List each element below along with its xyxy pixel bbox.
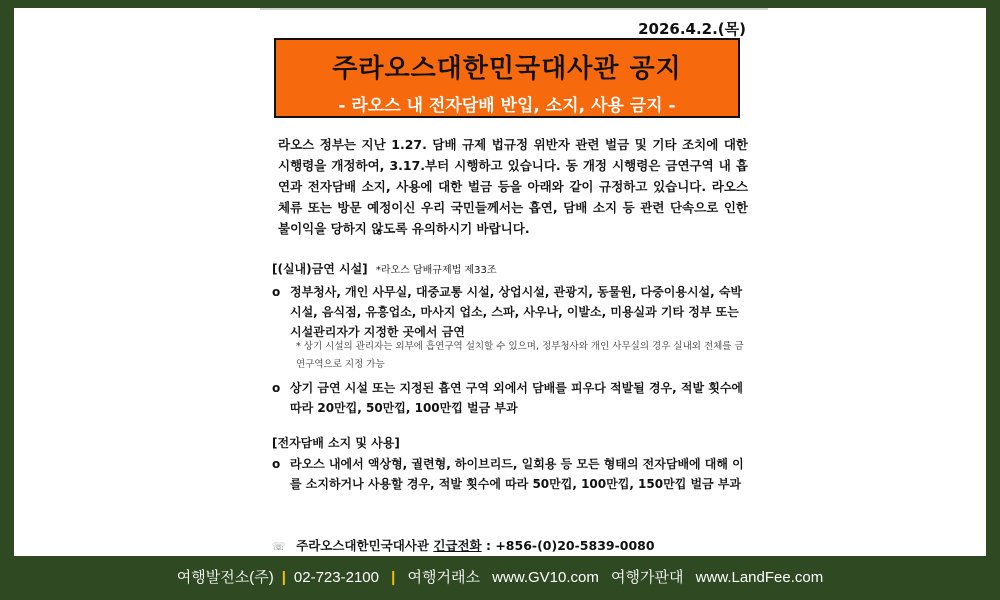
footer-company: 여행발전소(주) xyxy=(176,569,274,586)
bullet: o xyxy=(272,381,281,395)
phone-icon: ☏ xyxy=(272,540,286,553)
section-heading-note: *라오스 담배규제법 제33조 xyxy=(375,265,497,276)
top-divider xyxy=(260,8,768,10)
emergency-label: 긴급전화 xyxy=(433,538,482,553)
footnote: * 상기 시설의 관리자는 외부에 흡연구역 설치할 수 있으며, 정부청사와 개인 사무실의 경우 실내외 전체를 금연구역으로 지정 가능 xyxy=(296,341,744,370)
content-frame xyxy=(14,8,986,556)
footer-site2-link[interactable]: www.LandFee.com xyxy=(695,569,824,586)
footer-separator: | xyxy=(281,569,286,586)
banner-subtitle: - 라오스 내 전자담배 반입, 소지, 사용 금지 - xyxy=(338,96,676,116)
list-item-text: 상기 금연 시설 또는 지정된 흡연 구역 외에서 담배를 피우다 적발될 경우, 적발 횟수에 따라 20만낍, 50만낍, 100만낍 벌금 부과 xyxy=(290,381,744,415)
section-heading-ecig xyxy=(272,434,400,451)
list-item-text: 정부청사, 개인 사무실, 대중교통 시설, 상업시설, 관광지, 동물원, 다중이용시설, 숙박시설, 음식점, 유흥업소, 마사지 업소, 스파, 사우나, 이발소, 미용실과 기타 정부 또는 시설관리자가 지정한 곳에서 금연 xyxy=(290,285,743,339)
footer-site1-link[interactable]: www.GV10.com xyxy=(492,569,599,586)
section-heading-text: [전자담배 소지 및 사용] xyxy=(272,436,400,450)
notice-banner xyxy=(274,38,740,118)
notice-document xyxy=(260,8,768,556)
emergency-number: : +856-(0)20-5839-0080 xyxy=(485,538,655,553)
footer-bar xyxy=(0,566,1000,596)
footer-phone: 02-723-2100 xyxy=(293,569,379,586)
footer-separator: | xyxy=(391,569,396,586)
list-item xyxy=(272,454,748,494)
bullet: o xyxy=(272,285,281,299)
section-heading-text: [(실내)금연 시설] xyxy=(272,262,368,276)
emergency-contact xyxy=(272,536,655,554)
embassy-name: 주라오스대한민국대사관 xyxy=(296,538,429,553)
notice-date: 2026.4.2.(목) xyxy=(638,20,746,38)
list-item-text: 라오스 내에서 액상형, 궐련형, 하이브리드, 일회용 등 모든 형태의 전자담배에 대해 이를 소지하거나 사용할 경우, 적발 횟수에 따라 50만낍, 100만낍, 150만낍 벌금 부과 xyxy=(290,457,744,491)
list-item xyxy=(272,282,748,342)
footer-site2-label: 여행가판대 xyxy=(611,569,684,586)
footer-site1-label: 여행거래소 xyxy=(407,569,480,586)
banner-title: 주라오스대한민국대사관 공지 xyxy=(332,54,682,84)
intro-paragraph: 라오스 정부는 지난 1.27. 담배 규제 법규정 위반자 관련 벌금 및 기타 조치에 대한 시행령을 개정하여, 3.17.부터 시행하고 있습니다. 동 개정 시행령은 금연구역 내 흡연과 전자담배 소지, 사용에 대한 벌금 등을 아래와 같이 규정하고 있습니다. 라오스 체류 또는 방문 예정이신 우리 국민들께서는 흡연, 담배 소지 등 관련 단속으로 인한 불이익을 당하지 않도록 유의하시기 바랍니다. xyxy=(278,137,748,236)
section-heading-smoking-facilities xyxy=(272,260,497,277)
list-item xyxy=(272,378,748,418)
bullet: o xyxy=(272,457,281,471)
